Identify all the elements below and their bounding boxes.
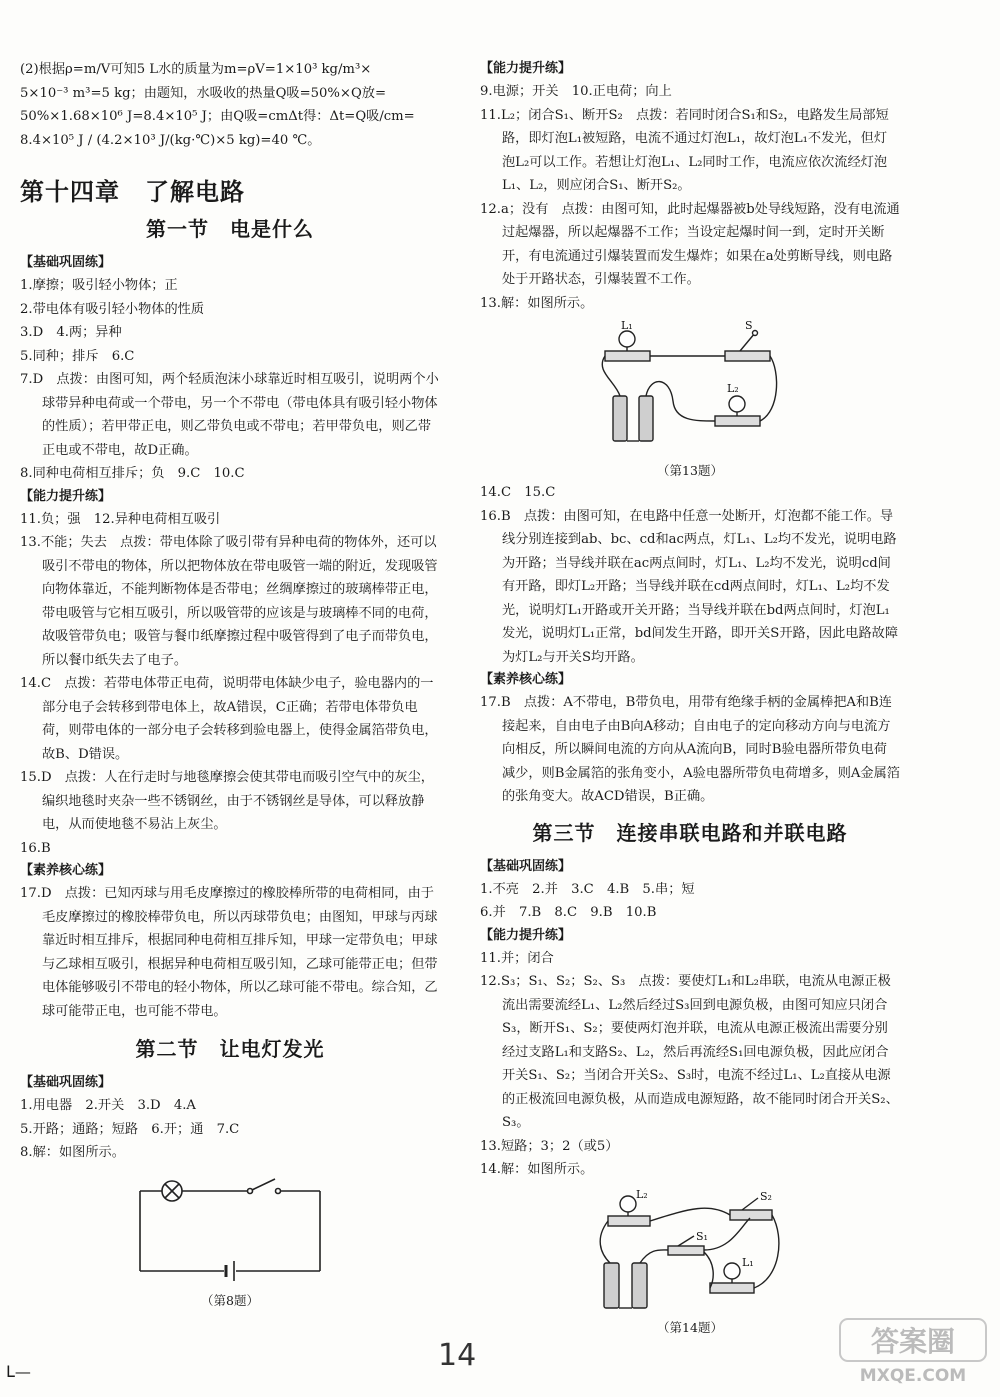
fig13-label-s: S	[745, 321, 753, 332]
watermark-bottom-text: MXQE.COM	[859, 1366, 967, 1386]
s1-section-header: 【素养核心练】	[20, 863, 112, 878]
s1-answer-item: 17.D 点拨：已知丙球与用毛皮摩擦过的橡胶棒所带的电荷相同，由于毛皮摩擦过的橡胶棒带负电，所以丙球带负电；由图知，甲球与丙球靠近时相互排斥，根据同种电荷相互排斥知，甲球一定带负电；甲球与乙球相互吸引，根据异种电荷相互吸引知，乙球可能带正电；但带电体能够吸引不带电的轻小物体，所以乙球可能不带电。综合知，乙球可能带正电，也可能不带电。	[20, 886, 438, 1019]
s2-answer-item: 5.开路；通路；短路 6.开；通 7.C	[20, 1121, 240, 1137]
figure-13-caption: （第13题）	[657, 463, 723, 478]
section-1-body	[20, 252, 440, 1023]
section-3-title: 第三节 连接串联电路和并联电路	[532, 820, 848, 845]
rmid-answer-item: 14.C 15.C	[480, 485, 556, 500]
s1-answer-item: 8.同种电荷相互排斥；负 9.C 10.C	[20, 466, 245, 481]
rmid-answer-item: 16.B 点拨：由图可知，在电路中任意一处断开，灯泡都不能工作。导线分别连接到ab、bc、cd和ac两点，灯L₁、L₂均不发光，说明电路为开路；当导线并联在ac两点间时，灯L₁、L₂均不发光，说明cd间有开路，即灯L₂开路；当导线并联在cd两点间时，灯L₁、L₂均不发光，说明灯L₁开路或开关开路；当导线并联在bd两点间时，灯泡L₁发光，说明灯L₁正常，bd间发生开路，即开关S开路，因此电路故障为灯L₂与开关S均开路。	[480, 508, 899, 665]
corner-mark: ᒪ—	[6, 1362, 31, 1381]
s3-answer-item: 6.并 7.B 8.C 9.B 10.B	[480, 905, 657, 920]
left-column	[20, 58, 440, 1311]
section-1-title: 第一节 电是什么	[146, 217, 314, 241]
rmid-section-header: 【素养核心练】	[480, 672, 572, 687]
figure-14-labels	[636, 1188, 772, 1269]
rtop-section-header: 【能力提升练】	[480, 61, 572, 76]
s1-answer-item: 11.负；强 12.异种电荷相互吸引	[20, 511, 221, 527]
s2-answer-item: 1.用电器 2.开关 3.D 4.A	[20, 1098, 196, 1113]
figure-13-circuit	[595, 321, 785, 461]
figure-8-circuit	[130, 1171, 330, 1291]
s1-answer-item: 15.D 点拨：人在行走时与地毯摩擦会使其带电而吸引空气中的灰尘，编织地毯时夹杂一些不锈钢丝，由于不锈钢丝是导体，可以释放静电，从而使地毯不易沾上灰尘。	[20, 770, 434, 832]
s2-answer-item: 8.解：如图所示。	[20, 1145, 125, 1160]
fig14-label-s1: S₁	[696, 1229, 708, 1243]
watermark-logo	[838, 1317, 988, 1387]
s1-section-header: 【能力提升练】	[20, 488, 112, 504]
right-top-body	[480, 58, 900, 315]
rmid-answer-item: 17.B 点拨：A不带电，B带负电，用带有绝缘手柄的金属棒把A和B连接起来，自由电子由B向A移动；自由电子的定向移动方向与电流方向相反，所以瞬间电流的方向从A流向B，同时B验电器所带负电荷减少，则B金属箔的张角变小，A验电器所带负电荷增多，则A金属箔的张角变大。故ACD错误，B正确。	[480, 695, 900, 804]
right-column	[480, 58, 900, 1338]
calc-line-1: (2)根据ρ=m/V可知5 L水的质量为m=ρV=1×10³ kg/m³×	[20, 62, 372, 77]
rtop-answer-item: 12.a；没有 点拨：由图可知，此时起爆器被b处导线短路，没有电流通过起爆器，所以起爆器不工作；当设定起爆时间一到，定时开关断开，有电流通过引爆装置而发生爆炸；如果在a处剪断导线，则电路处于开路状态，引爆装置不工作。	[480, 201, 900, 287]
s1-answer-item: 3.D 4.两；异种	[20, 325, 122, 340]
s3-answer-item: 1.不亮 2.并 3.C 4.B 5.串；短	[480, 881, 695, 897]
figure-14-caption: （第14题）	[657, 1319, 723, 1335]
s1-answer-item: 13.不能；失去 点拨：带电体除了吸引带有异种电荷的物体外，还可以吸引不带电的物体，所以把物体放在带电吸管一端的附近，发现吸管向物体靠近，不能判断物体是否带电；丝绸摩擦过的玻璃棒带正电，带电吸管与它相互吸引，所以吸管带的应该是与玻璃棒不同的电荷，故吸管带负电；吸管与餐巾纸摩擦过程中吸管得到了电子而带负电，所以餐巾纸失去了电子。	[20, 535, 438, 668]
s1-answer-item: 5.同种；排斥 6.C	[20, 348, 135, 364]
s1-answer-item: 14.C 点拨：若带电体带正电荷，说明带电体缺少电子，验电器内的一部分电子会转移到带电体上，故A错误，C正确；若带电体带负电荷，则带电体的一部分电子会转移到验电器上，使得金属箔带负电，故B、D错误。	[20, 676, 438, 762]
fig14-label-l1: L₁	[742, 1255, 754, 1269]
rtop-answer-item: 13.解：如图所示。	[480, 295, 594, 311]
rtop-answer-item: 9.电源；开关 10.正电荷；向上	[480, 84, 672, 99]
watermark-top-text: 答案圈	[870, 1325, 956, 1358]
figure-14-circuit	[590, 1188, 790, 1318]
section-2-title: 第二节 让电灯发光	[135, 1037, 325, 1061]
fig14-label-s2: S₂	[760, 1189, 772, 1203]
s3-answer-item: 12.S₃；S₁、S₂；S₂、S₃ 点拨：要使灯L₁和L₂串联，电流从电源正极流出需要流经L₁、L₂然后经过S₃回到电源负极，由图可知应只闭合S₃，断开S₁、S₂；要使两灯泡并联，电流从电源正极流出需要分别经过支路L₁和支路S₂、L₂，然后再流经S₁回电源负极，因此应闭合开关S₁、S₂；当闭合开关S₂、S₃时，电流不经过L₁、L₂直接从电源的正极流回电源负极，从而造成电源短路，故不能同时闭合开关S₂、S₃。	[480, 974, 899, 1130]
s3-section-header: 【能力提升练】	[480, 927, 572, 943]
calc-line-4: 8.4×10⁵ J / (4.2×10³ J/(kg·℃)×5 kg)=40 ℃。	[20, 132, 321, 148]
s1-answer-item: 2.带电体有吸引轻小物体的性质	[20, 301, 205, 317]
s3-answer-item: 11.并；闭合	[480, 950, 554, 966]
s3-answer-item: 13.短路；3；2（或5）	[480, 1138, 619, 1154]
calc-line-2: 5×10⁻³ m³=5 kg；由题知，水吸收的热量Q吸=50%×Q放=	[20, 85, 387, 101]
calc-line-3: 50%×1.68×10⁶ J=8.4×10⁵ J；由Q吸=cmΔt得：Δt=Q吸/cm=	[20, 109, 415, 124]
chapter-title: 第十四章 了解电路	[20, 178, 245, 206]
fig14-label-l2: L₂	[636, 1187, 648, 1201]
right-mid-body	[480, 481, 900, 809]
s2-section-header: 【基础巩固练】	[20, 1075, 112, 1090]
s3-answer-item: 14.解：如图所示。	[480, 1162, 594, 1177]
page-number: 14	[438, 1338, 477, 1373]
fig13-label-l2: L₂	[727, 382, 739, 395]
s1-answer-item: 1.摩擦；吸引轻小物体；正	[20, 278, 178, 293]
fig13-label-l1: L₁	[621, 321, 633, 332]
s3-section-header: 【基础巩固练】	[480, 858, 572, 874]
section-3-body	[480, 856, 900, 1182]
rtop-answer-item: 11.L₂；闭合S₁、断开S₂ 点拨：若同时闭合S₁和S₂，电路发生局部短路，即灯泡L₁被短路，电流不通过灯泡L₁，故灯泡L₁不发光，但灯泡L₂可以工作。若想让灯泡L₁、L₂同时工作，电流应依次流经灯泡L₁、L₂，则应闭合S₁、断开S₂。	[480, 107, 889, 193]
figure-8-caption: （第8题）	[201, 1292, 259, 1308]
s1-answer-item: 16.B	[20, 840, 51, 856]
s1-answer-item: 7.D 点拨：由图可知，两个轻质泡沫小球靠近时相互吸引，说明两个小球带异种电荷或一个带电，另一个不带电（带电体具有吸引轻小物体的性质）；若甲带正电，则乙带负电或不带电；若甲带负电，则乙带正电或不带电，故D正确。	[20, 372, 439, 458]
section-2-body	[20, 1072, 440, 1165]
s1-section-header: 【基础巩固练】	[20, 255, 112, 270]
